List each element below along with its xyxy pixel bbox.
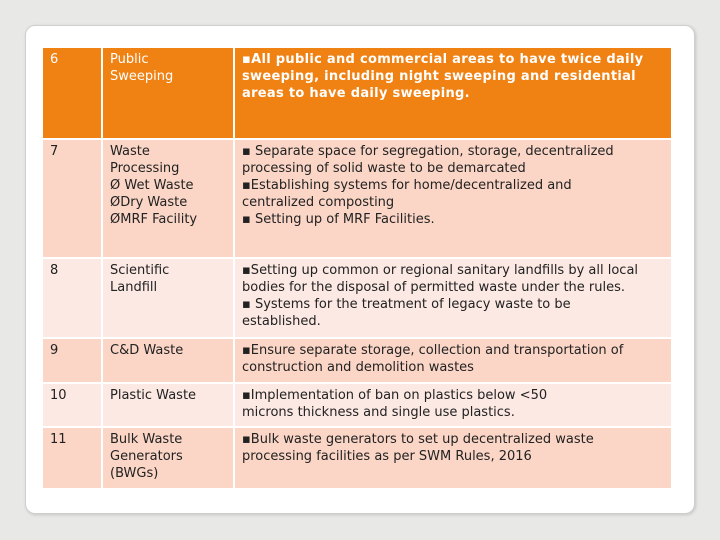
row-category: Plastic Waste	[102, 383, 234, 427]
row-category: Bulk Waste Generators (BWGs)	[102, 427, 234, 489]
row-number: 10	[43, 383, 102, 427]
row-details: ▪Setting up common or regional sanitary landfills by all local bodies for the disposal of permitted waste under the rules. ▪ Systems for the treatment of legacy waste to be established.	[234, 258, 671, 338]
table-row	[43, 48, 671, 139]
row-number: 11	[43, 427, 102, 489]
table-row	[43, 383, 671, 427]
table-row	[43, 258, 671, 338]
row-details: ▪ Separate space for segregation, storage, decentralized processing of solid waste to be demarcated ▪Establishing systems for home/decentralized and centralized composting ▪ Setting up of MRF Facilities.	[234, 139, 671, 258]
row-category: C&D Waste	[102, 338, 234, 383]
waste-management-table	[43, 48, 671, 490]
table-row	[43, 427, 671, 489]
table-row	[43, 338, 671, 383]
row-number: 8	[43, 258, 102, 338]
row-details: ▪All public and commercial areas to have twice daily sweeping, including night sweeping and residential areas to have daily sweeping.	[234, 48, 671, 139]
row-details: ▪Implementation of ban on plastics below <50 microns thickness and single use plastics.	[234, 383, 671, 427]
row-number: 6	[43, 48, 102, 139]
row-details: ▪Bulk waste generators to set up decentralized waste processing facilities as per SWM Rules, 2016	[234, 427, 671, 489]
row-number: 9	[43, 338, 102, 383]
row-number: 7	[43, 139, 102, 258]
row-category: Scientific Landfill	[102, 258, 234, 338]
row-category: Public Sweeping	[102, 48, 234, 139]
table-row	[43, 139, 671, 258]
row-category: Waste Processing Ø Wet Waste ØDry Waste ØMRF Facility	[102, 139, 234, 258]
row-details: ▪Ensure separate storage, collection and transportation of construction and demolition wastes	[234, 338, 671, 383]
